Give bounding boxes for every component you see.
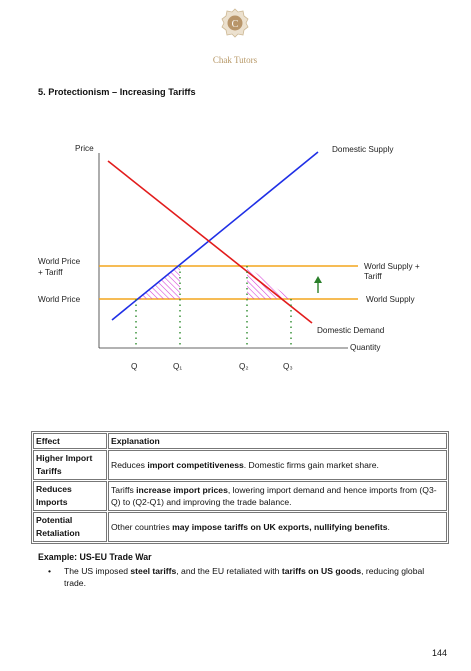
y-axis-label: Price (75, 144, 94, 153)
world-price-tariff-label-1: World Price (38, 257, 81, 266)
world-price-label: World Price (38, 295, 81, 304)
x-axis-label: Quantity (350, 343, 381, 352)
logo-text: Chak Tutors (212, 55, 258, 65)
tariff-arrow-icon (314, 276, 322, 283)
example-list (48, 565, 438, 589)
section-title: 5. Protectionism – Increasing Tariffs (38, 87, 196, 97)
world-supply-label: World Supply (366, 295, 415, 304)
world-price-tariff-label-2: + Tariff (38, 268, 63, 277)
world-supply-tariff-label-1: World Supply + (364, 262, 420, 271)
effect-cell: Reduces Imports (33, 481, 107, 511)
x-tick-q1: Q₁ (173, 362, 183, 371)
example-text: The US imposed steel tariffs, and the EU retaliated with tariffs on US goods, reducing global trade. (64, 566, 425, 588)
table-header-row (33, 433, 447, 449)
explanation-cell: Other countries may impose tariffs on UK exports, nullifying benefits. (108, 512, 447, 542)
explanation-cell: Reduces import competitiveness. Domestic firms gain market share. (108, 450, 447, 480)
page-number: 144 (431, 648, 447, 658)
domestic-supply-curve (112, 152, 318, 320)
x-tick-q3: Q₃ (283, 362, 293, 371)
effect-cell: Potential Retaliation (33, 512, 107, 542)
list-item (48, 565, 438, 589)
logo-letter: C (231, 19, 239, 30)
header-explanation: Explanation (108, 433, 447, 449)
header-effect: Effect (33, 433, 107, 449)
domestic-demand-label: Domestic Demand (317, 326, 385, 335)
world-supply-tariff-label-2: Tariff (364, 272, 382, 281)
effects-table (31, 431, 449, 544)
deadweight-loss-right (247, 266, 291, 299)
effect-cell: Higher Import Tariffs (33, 450, 107, 480)
example-title: Example: US-EU Trade War (38, 552, 152, 562)
table-row (33, 450, 447, 480)
bullet-icon: • (48, 566, 52, 576)
table-row (33, 481, 447, 511)
x-tick-q: Q (131, 362, 138, 371)
x-tick-q2: Q₂ (239, 362, 249, 371)
table-row (33, 512, 447, 542)
domestic-supply-label: Domestic Supply (332, 145, 394, 154)
explanation-cell: Tariffs increase import prices, lowering import demand and hence imports from (Q3-Q) to (Q2-Q1) and improving the trade balance. (108, 481, 447, 511)
